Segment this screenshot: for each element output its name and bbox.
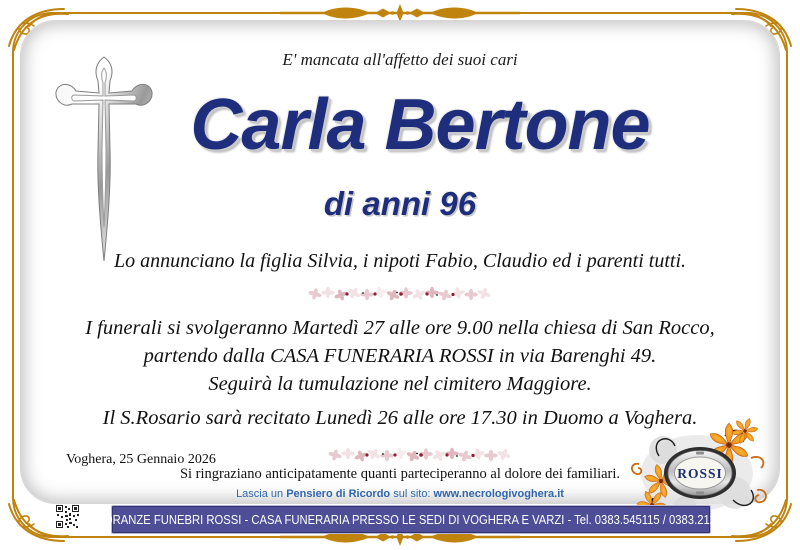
- link-middle: sul sito:: [390, 488, 434, 500]
- qr-code: [55, 504, 80, 529]
- website-link[interactable]: www.necrologivoghera.it: [433, 488, 564, 500]
- flower-garland-divider-icon: [305, 286, 495, 302]
- intro-line: E' mancata all'affetto dei suoi cari: [282, 50, 518, 69]
- funeral-details: [0, 314, 800, 398]
- age-line: di anni 96: [323, 185, 477, 222]
- funeral-line-3: Seguirà la tumulazione nel cimitero Maggiore.: [208, 373, 592, 395]
- announcement-line: Lo annunciano la figlia Silvia, i nipoti Fabio, Claudio ed i parenti tutti.: [113, 250, 687, 272]
- footer-bar-text: ONORANZE FUNEBRI ROSSI - CASA FUNERARIA PRESSO LE SEDI DI VOGHERA E VARZI - Tel. 0383.545115 / 0383.212864: [87, 512, 735, 527]
- thanks-line: Si ringraziano anticipatamente quanti parteciperanno al dolore dei familiari.: [179, 466, 621, 482]
- rossi-brand-text: ROSSI: [677, 466, 723, 481]
- place-date: Voghera, 25 Gennaio 2026: [66, 452, 216, 467]
- funeral-line-1: I funerali si svolgeranno Martedì 27 alle ore 9.00 nella chiesa di San Rocco,: [85, 317, 715, 339]
- rosary-line: Il S.Rosario sarà recitato Lunedì 26 alle ore 17.30 in Duomo a Voghera.: [102, 407, 698, 429]
- funeral-line-2: partendo dalla CASA FUNERARIA ROSSI in via Barenghi 49.: [143, 345, 657, 367]
- flower-garland-divider-icon: [325, 447, 515, 463]
- link-prefix: Lascia un: [236, 488, 287, 500]
- link-bold-phrase: Pensiero di Ricordo: [286, 488, 391, 500]
- funeral-home-footer-bar: [87, 506, 735, 533]
- deceased-name: Carla Bertone: [190, 85, 650, 165]
